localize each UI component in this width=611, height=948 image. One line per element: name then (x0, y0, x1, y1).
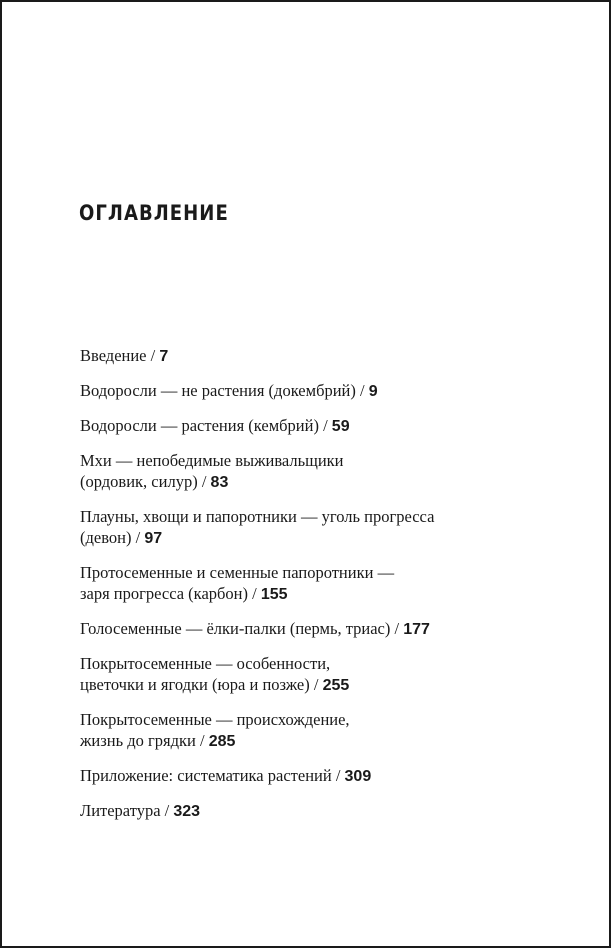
toc-entry (80, 506, 580, 549)
toc-page-number: 9 (368, 383, 378, 400)
toc-page-number: 7 (159, 348, 169, 365)
toc-entry-title (80, 618, 580, 640)
toc-entry-text: Голосеменные — ёлки-палки (пермь, триас) (80, 619, 391, 638)
toc-entry-title: Покрытосеменные — особенности, (80, 654, 331, 673)
toc-entry (80, 709, 580, 752)
toc-entry-text: Приложение: систематика растений (80, 766, 332, 785)
toc-page-number: 155 (260, 586, 288, 603)
toc-entry-title (80, 345, 580, 367)
toc-separator: / (331, 766, 345, 785)
toc-separator: / (160, 801, 174, 820)
toc-entry-title (80, 730, 580, 752)
toc-entry-title (80, 800, 580, 822)
toc-entry-title: Протосеменные и семенные папоротники — (80, 563, 395, 582)
toc-entry-text: заря прогресса (карбон) (80, 584, 248, 603)
toc-entry-title (80, 674, 580, 696)
toc-entry-title (80, 583, 580, 605)
toc-entry-text: (ордовик, силур) (80, 472, 198, 491)
toc-entry-text: (девон) (80, 528, 132, 547)
toc-entry (80, 450, 580, 493)
toc-page-number: 323 (173, 803, 201, 820)
toc-entry-text: жизнь до грядки (80, 731, 196, 750)
toc-page-number: 285 (208, 733, 236, 750)
toc-page-number: 97 (144, 530, 163, 547)
toc-entry-title (80, 415, 580, 437)
toc-entry-title: Покрытосеменные — происхождение, (80, 710, 350, 729)
toc-entry (80, 765, 580, 787)
toc-separator: / (248, 584, 261, 603)
toc-entry-text: Литература (80, 801, 161, 820)
toc-page-number: 59 (331, 418, 350, 435)
toc-entry-text: цветочки и ягодки (юра и позже) (80, 675, 310, 694)
table-of-contents (80, 345, 580, 835)
toc-entry (80, 562, 580, 605)
toc-entry-title: Мхи — непобедимые выживальщики (80, 451, 344, 470)
toc-entry-title (80, 471, 580, 493)
toc-entry-text: Введение (80, 346, 147, 365)
toc-entry-text: Водоросли — не растения (докембрий) (80, 381, 356, 400)
toc-separator: / (146, 346, 160, 365)
toc-entry-title (80, 765, 580, 787)
toc-entry (80, 415, 580, 437)
toc-entry-title (80, 380, 580, 402)
toc-separator: / (131, 528, 145, 547)
toc-separator: / (195, 731, 209, 750)
toc-page-number: 309 (344, 768, 372, 785)
toc-entry (80, 345, 580, 367)
toc-separator: / (355, 381, 369, 400)
toc-entry-title: Плауны, хвощи и папоротники — уголь прогресса (80, 507, 435, 526)
toc-entry (80, 618, 580, 640)
toc-separator: / (390, 619, 404, 638)
toc-page-number: 83 (210, 474, 229, 491)
toc-entry (80, 380, 580, 402)
toc-separator: / (197, 472, 211, 491)
toc-page-number: 177 (403, 621, 430, 638)
toc-entry-title (80, 527, 580, 549)
toc-separator: / (309, 675, 323, 694)
page-title: ОГЛАВЛЕНИЕ (79, 201, 229, 225)
toc-entry (80, 653, 580, 696)
toc-entry-text: Водоросли — растения (кембрий) (80, 416, 319, 435)
toc-entry (80, 800, 580, 822)
toc-separator: / (318, 416, 332, 435)
toc-page-number: 255 (322, 677, 350, 694)
